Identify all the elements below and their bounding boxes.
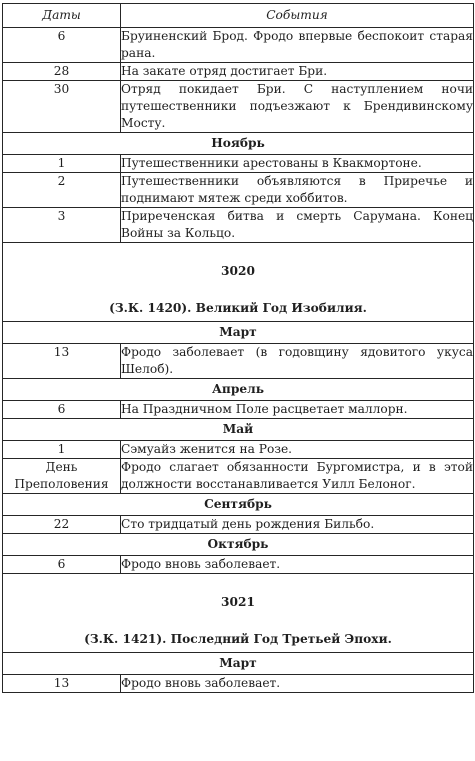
- month-row: [3, 653, 474, 675]
- event-cell: Приреченская битва и смерть Сарумана. Конец Войны за Кольцо.: [121, 208, 474, 243]
- event-cell: Фродо заболевает (в годовщину ядовитого укуса Шелоб).: [121, 344, 474, 379]
- table-row: [3, 155, 474, 173]
- date-cell: День Преполовения: [3, 459, 121, 494]
- events-column-header: События: [121, 4, 474, 28]
- date-cell: 2: [3, 173, 121, 208]
- date-cell: 1: [3, 441, 121, 459]
- table-row: [3, 344, 474, 379]
- event-cell: Фродо вновь заболевает.: [121, 556, 474, 574]
- event-cell: Путешественники арестованы в Квакмортоне.: [121, 155, 474, 173]
- table-row: [3, 675, 474, 693]
- month-heading: Май: [3, 419, 474, 441]
- table-row: [3, 81, 474, 133]
- year-row: [3, 574, 474, 653]
- year-number: 3021: [221, 595, 255, 609]
- date-cell: 13: [3, 344, 121, 379]
- year-heading-cell: [3, 243, 474, 322]
- year-number: 3020: [221, 264, 255, 278]
- month-heading: Октябрь: [3, 534, 474, 556]
- event-cell: Фродо вновь заболевает.: [121, 675, 474, 693]
- month-row: [3, 419, 474, 441]
- table-row: [3, 173, 474, 208]
- table-row: [3, 28, 474, 63]
- date-cell: 6: [3, 401, 121, 419]
- month-heading: Сентябрь: [3, 494, 474, 516]
- table-header-row: [3, 4, 474, 28]
- table-row: [3, 208, 474, 243]
- event-cell: Отряд покидает Бри. С наступлением ночи путешественники подъезжают к Брендивинскому Мосту.: [121, 81, 474, 133]
- table-row: [3, 441, 474, 459]
- table-row: [3, 63, 474, 81]
- month-row: [3, 494, 474, 516]
- year-subtitle: (З.К. 1420). Великий Год Изобилия.: [109, 301, 367, 315]
- event-cell: На закате отряд достигает Бри.: [121, 63, 474, 81]
- month-heading: Март: [3, 653, 474, 675]
- chronology-rows: [3, 28, 474, 693]
- month-heading: Ноябрь: [3, 133, 474, 155]
- table-row: [3, 459, 474, 494]
- event-cell: Сэмуайз женится на Розе.: [121, 441, 474, 459]
- date-cell: 6: [3, 556, 121, 574]
- table-row: [3, 401, 474, 419]
- year-subtitle: (З.К. 1421). Последний Год Третьей Эпохи.: [84, 632, 392, 646]
- table-row: [3, 556, 474, 574]
- event-cell: Сто тридцатый день рождения Бильбо.: [121, 516, 474, 534]
- date-cell: 1: [3, 155, 121, 173]
- dates-column-header: Даты: [3, 4, 121, 28]
- date-cell: 28: [3, 63, 121, 81]
- date-cell: 30: [3, 81, 121, 133]
- date-cell: 3: [3, 208, 121, 243]
- month-row: [3, 322, 474, 344]
- date-cell: 13: [3, 675, 121, 693]
- year-heading-cell: [3, 574, 474, 653]
- month-row: [3, 379, 474, 401]
- table-row: [3, 516, 474, 534]
- month-row: [3, 133, 474, 155]
- event-cell: Бруиненский Брод. Фродо впервые беспокоит старая рана.: [121, 28, 474, 63]
- chronology-table: [2, 3, 474, 693]
- date-cell: 6: [3, 28, 121, 63]
- date-cell: 22: [3, 516, 121, 534]
- event-cell: Фродо слагает обязанности Бургомистра, и в этой должности восстанавливается Уилл Белоног.: [121, 459, 474, 494]
- event-cell: Путешественники объявляются в Приречье и поднимают мятеж среди хоббитов.: [121, 173, 474, 208]
- year-row: [3, 243, 474, 322]
- event-cell: На Праздничном Поле расцветает маллорн.: [121, 401, 474, 419]
- month-heading: Март: [3, 322, 474, 344]
- month-heading: Апрель: [3, 379, 474, 401]
- month-row: [3, 534, 474, 556]
